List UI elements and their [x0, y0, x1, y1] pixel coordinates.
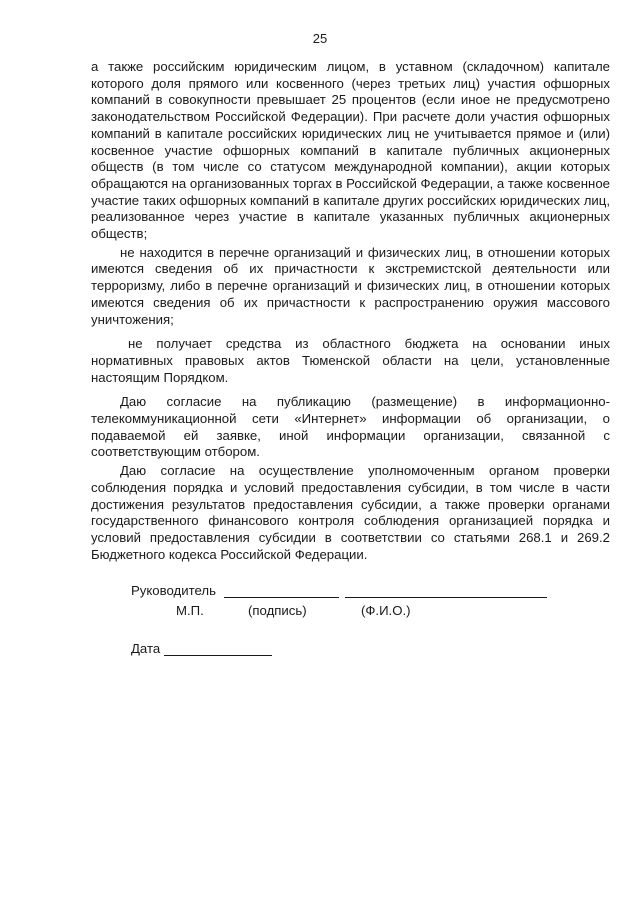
- stamp-label: М.П.: [176, 603, 204, 618]
- paragraph-publication-consent: Даю согласие на публикацию (размещение) в информационно-телекоммуникационной сети «Интернет» информации об организации, о подаваемой ей заявке, иной информации организации, связанной с соответствующим отбором.: [91, 394, 610, 460]
- paragraph-offshore: а также российским юридическим лицом, в уставном (складочном) капитале которого доля прямого или косвенного (через третьих лиц) участия офшорных компаний в совокупности превышает 25 процентов (если иное не предусмотрено законодательством Российской Федерации). При расчете доли участия офшорных компаний в капитале российских юридических лиц не учитывается прямое и (или) косвенное участие офшорных компаний в капитале публичных акционерных обществ (в том числе со статусом международной компании), акции которых обращаются на организованных торгах в Российской Федерации, а также косвенное участие таких офшорных компаний в капитале других российских юридических лиц, реализованное через участие в капитале указанных публичных акционерных обществ;: [91, 59, 610, 242]
- document-body: [91, 59, 610, 563]
- signature-line[interactable]: [224, 597, 339, 598]
- name-caption: (Ф.И.О.): [361, 603, 411, 618]
- paragraph-extremism: не находится в перечне организаций и физических лиц, в отношении которых имеются сведения об их причастности к экстремистской деятельности или терроризму, либо в перечне организаций и физических лиц, в отношении которых имеются сведения об их причастности к распространению оружия массового уничтожения;: [91, 244, 610, 327]
- head-label: Руководитель: [131, 583, 216, 598]
- signature-caption: (подпись): [248, 603, 307, 618]
- name-line[interactable]: [345, 597, 547, 598]
- paragraph-budget: не получает средства из областного бюджета на основании иных нормативных правовых актов Тюменской области на цели, установленные настоящим Порядком.: [91, 336, 610, 385]
- paragraph-inspection-consent: Даю согласие на осуществление уполномоченным органом проверки соблюдения порядка и условий предоставления субсидии, в том числе в части достижения результатов предоставления субсидии, а также проверки органами государственного финансового контроля соблюдения организацией порядка и условий предоставления субсидии в соответствии со статьями 268.1 и 269.2 Бюджетного кодекса Российской Федерации.: [91, 463, 610, 562]
- date-label: Дата: [131, 641, 161, 656]
- page-number: 25: [312, 31, 328, 46]
- date-line[interactable]: [164, 655, 272, 656]
